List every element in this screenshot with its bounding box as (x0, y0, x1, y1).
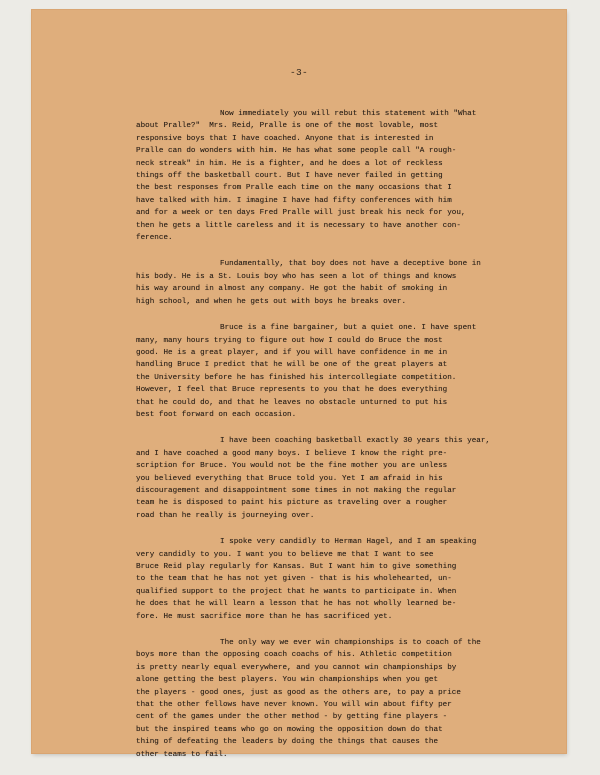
text-line: the players - good ones, just as good as the others are, to pay a price (136, 688, 461, 697)
text-line: about Pralle?" Mrs. Reid, Pralle is one of the most lovable, most (136, 122, 439, 131)
text-line: many, many hours trying to figure out how I could do Bruce the most (136, 336, 443, 345)
text-line: that the other fellows have never known. You will win about fifty per (136, 701, 452, 710)
text-line: things off the basketball court. But I have never failed in getting (136, 172, 443, 181)
text-line: ference. (136, 234, 173, 243)
text-line: the University before he has finished his intercollegiate competition. (136, 373, 457, 382)
text-line: his way around in almost any company. He got the habit of smoking in (136, 285, 448, 294)
text-line: responsive boys that I have coached. Anyone that is interested in (136, 134, 434, 143)
text-line: that he could do, and that he leaves no obstacle unturned to put his (136, 398, 448, 407)
paragraph-1 (136, 108, 536, 244)
text-line: to the team that he has not yet given - that is his wholehearted, un- (136, 575, 452, 584)
text-line: and I have coached a good many boys. I believe I know the right pre- (136, 449, 448, 458)
text-line: high school, and when he gets out with boys he breaks over. (136, 297, 407, 306)
text-line: I spoke very candidly to Herman Hagel, and I am speaking (220, 538, 477, 547)
text-line: neck streak" in him. He is a fighter, and he does a lot of reckless (136, 159, 443, 168)
text-line: alone getting the best players. You win championships when you get (136, 676, 439, 685)
text-line: I have been coaching basketball exactly 30 years this year, (220, 437, 491, 446)
text-line: and for a week or ten days Fred Pralle will just break his neck for you, (136, 209, 466, 218)
text-line: thing of defeating the leaders by doing the things that causes the (136, 738, 439, 747)
text-line: fore. He must sacrifice more than he has sacrificed yet. (136, 612, 393, 621)
text-line: good. He is a great player, and if you will have confidence in me in (136, 348, 448, 357)
letter-body (136, 108, 536, 775)
text-line: discouragement and disappointment some times in not making the regular (136, 486, 457, 495)
text-line: other teams to fail. (136, 750, 228, 759)
text-line: you believed everything that Bruce told you. Yet I am afraid in his (136, 474, 443, 483)
text-line: then he gets a little careless and it is necessary to have another con- (136, 221, 461, 230)
text-line: his body. He is a St. Louis boy who has seen a lot of things and knows (136, 272, 457, 281)
text-line: very candidly to you. I want you to believe me that I want to see (136, 550, 434, 559)
paragraph-2 (136, 258, 536, 308)
page-number: -3- (289, 67, 308, 78)
text-line: However, I feel that Bruce represents to you that he does everything (136, 386, 448, 395)
paragraph-6 (136, 637, 536, 761)
text-line: team he is disposed to paint his picture as traveling over a rougher (136, 499, 448, 508)
text-line: The only way we ever win championships is to coach of the (220, 639, 481, 648)
paragraph-5 (136, 536, 536, 623)
text-line: boys more than the opposing coach coachs of his. Athletic competition (136, 651, 452, 660)
text-line: qualified support to the project that he wants to participate in. When (136, 587, 457, 596)
text-line: but the inspired teams who go on mowing the opposition down do that (136, 725, 443, 734)
text-line: he does that he will learn a lesson that he has not wholly learned be- (136, 600, 457, 609)
text-line: have talked with him. I imagine I have had fifty conferences with him (136, 196, 452, 205)
paragraph-4 (136, 435, 536, 522)
text-line: road than he really is journeying over. (136, 511, 315, 520)
text-line: Now immediately you will rebut this statement with "What (220, 110, 477, 118)
text-line: Bruce Reid play regularly for Kansas. But I want him to give something (136, 563, 457, 571)
text-line: Pralle can do wonders with him. He has what some people call "A rough- (136, 147, 457, 156)
text-line: Fundamentally, that boy does not have a deceptive bone in (220, 260, 481, 269)
paragraph-3 (136, 322, 536, 421)
letter-page (32, 10, 566, 759)
text-line: scription for Bruce. You would not be the fine mother you are unless (136, 462, 448, 471)
text-line: the best responses from Pralle each time on the many occasions that I (136, 184, 452, 193)
text-line: Bruce is a fine bargainer, but a quiet one. I have spent (220, 324, 477, 333)
text-line: cent of the games under the other method - by getting fine players - (136, 713, 448, 722)
text-line: handling Bruce I predict that he will be one of the great players at (136, 361, 448, 370)
text-line: best foot forward on each occasion. (136, 410, 297, 419)
text-line: is pretty nearly equal everywhere, and you cannot win championships by (136, 663, 457, 672)
